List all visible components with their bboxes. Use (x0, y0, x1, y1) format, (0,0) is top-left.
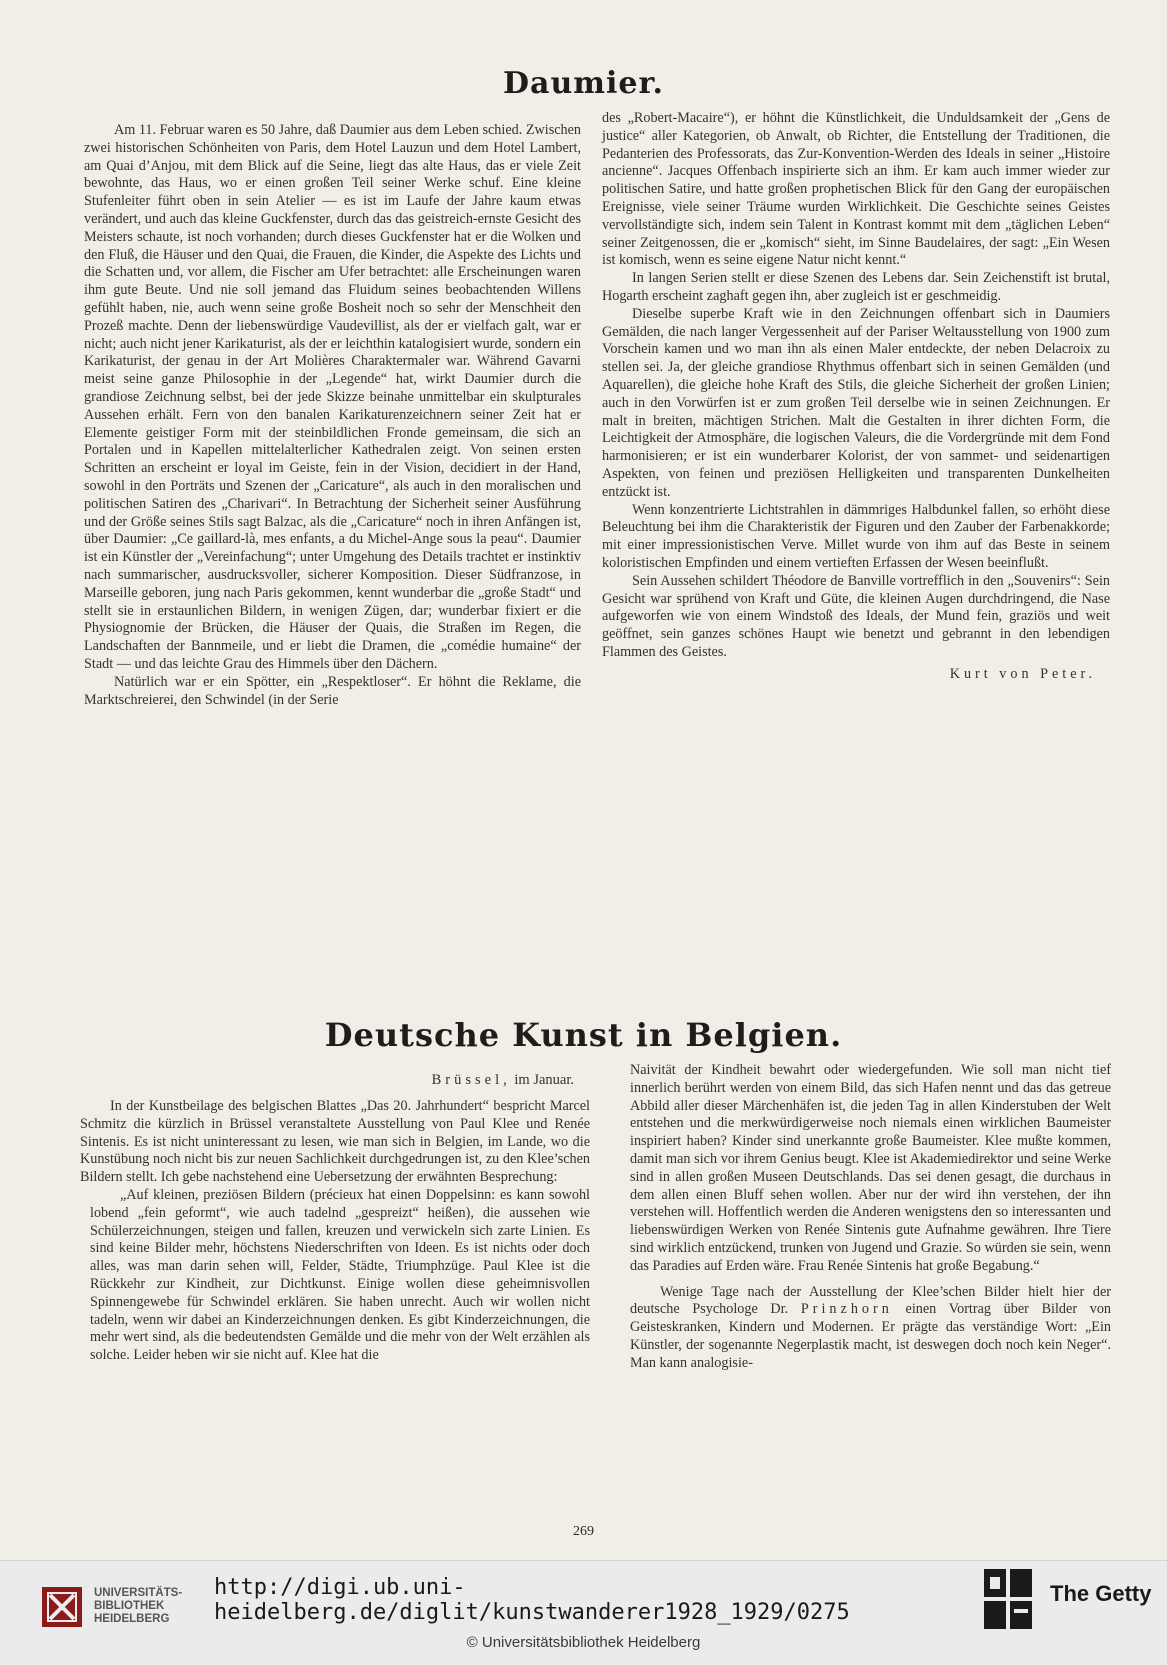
library-name-line: BIBLIOTHEK (94, 1600, 165, 1612)
paragraph: In langen Serien stellt er diese Szenen des Lebens dar. Sein Zeichenstift ist brutal, Hogarth erscheint zaghaft gegen ihn, aber zugleich ist er geschmeidig. (602, 270, 1110, 304)
paragraph: Am 11. Februar waren es 50 Jahre, daß Daumier aus dem Leben schied. Zwischen zwei historischen Schönheiten von Paris, dem Hotel Lauzun und dem Hotel Lambert, am Quai d’Anjou, mit dem Blick auf die Seine, liegt das alte Haus, das er viele Zeit bewohnte, das Haus, wo er einen großen Teil seiner Werke schuf. Eine kleine Stufenleiter führt oben in sein Atelier — es ist im Laufe der Jahre kaum etwas verändert, und auch das kleine Guckfenster, durch das das geistreich-ernste Gesicht des Meisters schaute, ist noch vorhanden; durch dieses Guckfenster hat er die Wolken und den Fluß, die Häuser und den Quai, die Frauen, die Kinder, die Aspekte des Lichts und die Schatten und, vor allem, die Fischer am Ufer betrachtet: alle Erscheinungen waren ihm gute Beute. Und nie soll jemand das Fluidum seines beobachtenden Willens gefühlt haben, nie, auch wenn seine große Bosheit noch so sehr der Menschheit den Prozeß machte. Denn der liebenswürdige Vaudevillist, als der er vielfach galt, war er nicht; auch nicht jener Karikaturist, als der er leichthin katalogisiert wurde, sondern ein Karikaturist, der genau in der Art Molières Charaktermaler war. Während Gavarni meist seine ganze Philosophie in der „Legende“ hat, wirkt Daumier durch die grandiose Zeichnung selbst, bei der jede Skizze beinahe unmittelbar ein skulpturales Aussehen erhält. Fern von den banalen Karikaturenzeichnern seiner Zeit hat er Elemente geistiger Form mit der steinbildlichen Fronde gemeinsam, die sich an Portalen und in Kapellen mittelalterlicher Kathedralen zeigt. Von seinen ersten Schritten an erscheint er loyal im Geiste, fein in der Vision, decidiert in der Hand, sowohl in den Porträts und Szenen der „Caricature“, als auch in den moralischen und politischen Satiren des „Charivari“. In Betrachtung der Sicherheit seiner Ausführung und der Größe seines Stils sagt Balzac, als die „Caricature“ noch in ihren Anfängen ist, über Daumier: „Ce gaillard-là, mes enfants, a du Michel-Ange sous la peau“. Daumier ist ein Künstler der „Vereinfachung“; unter Umgehung des Details trachtet er instinktiv nach summarischer, ausdrucksvoller, sicherer Komposition. Dieser Südfranzose, in Marseille geboren, jung nach Paris gekommen, kennt wunderbar die „große Stadt“ und stellt sie in erstaunlichen Bildern, in wenigen Zügen, dar; wunderbar fixiert er die Physiognomie der Brücken, die Häuser der Quais, die Straßen im Regen, die Landschaften der Bannmeile, und er liebt die Dramen, die „comédie humaine“ der Stadt — und das leichte Grau des Himmels über den Dächern. (84, 122, 581, 672)
author-signature: Kurt von Peter. (949, 665, 1096, 682)
dateline-month: im Januar. (514, 1072, 574, 1088)
library-name (94, 1587, 182, 1626)
article-title-daumier: Daumier. (503, 66, 664, 101)
library-name-line: HEIDELBERG (94, 1613, 170, 1625)
getty-wordmark: The Getty (1050, 1581, 1152, 1606)
permalink-url[interactable]: http://digi.ub.uni-heidelberg.de/diglit/kunstwanderer1928_1929/0275 (214, 1575, 850, 1625)
paragraph: Sein Aussehen schildert Théodore de Banville vortrefflich in den „Souvenirs“: Sein Gesicht war sprühend von Kraft und Güte, die kleinen Augen durchdringend, die Nase aufgeworfen wie von einem Windstoß des Ideals, der Mund fein, graziös und weit geöffnet, sein ganzes schönes Haupt wie benetzt und gebrannt in den lebendigen Flammen des Geistes. (602, 572, 1110, 660)
paragraph (630, 1284, 1111, 1373)
dateline (300, 1072, 574, 1089)
paragraph: des „Robert-Macaire“), er höhnt die Künstlichkeit, die Unduldsamkeit der „Gens de justice“ aller Kategorien, ob Anwalt, ob Richter, die Entstellung der Traditionen, die Pedanterien des Professorats, das Zur-Konvention-Werden des Ideals in seiner „Histoire ancienne“. Jacques Offenbach inspirierte sich an ihm. Er kam auch immer wieder zur politischen Satire, und hatte großen prophetischen Blick für den Gang der europäischen Ereignisse, viele seiner Träume wurden Wirklichkeit. Die Geschichte seines Geistes vervollständigte sich, indem sein Talent in Kontrast kommt mit dem „täglichen Leben“ seiner Zeitgenossen, die er „komisch“ sieht, im Sinne Baudelaires, der sagt: „Ein Wesen ist komisch, wenn es seine eigene Natur nicht kennt.“ (602, 110, 1110, 269)
paragraph: Natürlich war er ein Spötter, ein „Respektloser“. Er höhnt die Reklame, die Marktschreierei, den Schwindel (in der Serie (84, 673, 581, 708)
page-number: 269 (573, 1524, 594, 1539)
dateline-city: Brüssel, (431, 1072, 511, 1088)
person-name: Prinzhorn (800, 1301, 893, 1318)
paragraph-end: einen Vortrag über Bilder von Geisteskranken, Kindern und Modernen. Er prägte das verständige Wort: „Ein Künstler, der sogenannte Negerplastik macht, ist deswegen doch noch kein Neger“. Man kann analogisie- (630, 1301, 1112, 1371)
article2-left-column (80, 1098, 590, 1365)
article2-right-column (630, 1062, 1111, 1373)
paragraph: Dieselbe superbe Kraft wie in den Zeichnungen offenbart sich in Daumiers Gemälden, die nach langer Vergessenheit auf der Pariser Weltausstellung von 1900 zum Vorschein kamen und wo man ihn als einen Maler entdeckte, der neben Delacroix zu stellen sei. Ja, der gleiche grandiose Rhythmus offenbart sich in seinen Gemälden (und Aquarellen), die gleiche hohe Kraft des Stils, die gleiche Sicherheit der großen Linien; auch in den Vorwürfen ist er zum großen Teil derselbe wie in seinen Zeichnungen. Er malt in breiten, mächtigen Strichen. Malt die Gestalten in ihrer dichten Form, die Leichtigkeit der Atmosphäre, die logischen Valeurs, die die Vordergründe mit dem Fond harmonisieren; er ist ein wunderbarer Kolorist, der von sammet- und seidenartigen Aspekten, von feinen und preziösen Helligkeiten und transparenten Dunkelheiten entzückt ist. (602, 305, 1110, 500)
library-name-line: UNIVERSITÄTS- (94, 1587, 183, 1599)
paragraph-start: Wenige Tage nach der Ausstellung der Klee’schen Bilder hielt hier der deutsche Psychologe Dr. (630, 1283, 1111, 1318)
getty-logo-icon (984, 1569, 1034, 1629)
article-title-deutsche-kunst: Deutsche Kunst in Belgien. (324, 1016, 843, 1054)
paragraph: In der Kunstbeilage des belgischen Blattes „Das 20. Jahrhundert“ bespricht Marcel Schmitz die kürzlich in Brüssel veranstaltete Ausstellung von Paul Klee und Renée Sintenis. Es ist nicht uninteressant zu lesen, wie man sich in Belgien, im Lande, wo die Kunstübung noch nicht bis zur neuen Sachlichkeit durchgedrungen ist, zu den Klee’schen Bildern stellt. Ich gebe nachstehend eine Uebersetzung der erwähnten Besprechung: (80, 1098, 590, 1186)
article1-right-column (602, 110, 1110, 684)
article1-left-column (84, 122, 581, 709)
copyright-notice: © Universitätsbibliothek Heidelberg (466, 1634, 701, 1651)
paragraph: Naivität der Kindheit bewahrt oder wiedergefunden. Wie soll man nicht tief innerlich berührt werden von einem Bild, das sich Hafen nennt und das das getreue Abbild aller dieser Märchenhäfen ist, die jeden Tag in allen Kinderstuben der Welt entstehen und die merkwürdigerweise noch niemals einen wirklichen Baumeister inspiriert haben? Kinder sind unerkannte große Baumeister. Klee mußte kommen, damit man sich vor ihrem Genius beugt. Klee ist Akademiedirektor und seine Werke sind in allen großen Museen Deutschlands. Das sei denen gesagt, die durchaus in dem allen einen Bluff sehen wollen. Aber nur der wird ihn verstehen, der ihn verstehen will. Hoffentlich werden die Anderen wenigstens den so interessanten und liebenswürdigen Werken von Renée Sintenis gute Aufnahme gewähren. Ihre Tiere sind wirklich entzückend, trunken von Jugend und Grazie. So würden sie sein, wenn das Paradies auf Erden wäre. Frau Renée Sintenis hat große Begabung.“ (630, 1062, 1111, 1274)
quoted-paragraph: „Auf kleinen, preziösen Bildern (précieux hat einen Doppelsinn: es kann sowohl lobend „fein geformt“, wie auch tadelnd „gespreizt“ heißen), die aussehen wie Schülerzeichnungen, steigen und fallen, kreuzen und verwickeln sich zarte Linien. Es sind keine Bilder mehr, höchstens Niederschriften von Ideen. Es ist nichts oder doch alles, was man darin sehen will, Felder, Städte, Triumphzüge. Paul Klee ist die Rückkehr zur Kindheit, zur Dichtkunst. Einige wollen diese geheimnisvollen Spinnengewebe für Schwindel erklären. Sie haben unrecht. Auch wir wollen nicht tadeln, wenn wir dabei an Kinderzeichnungen denken. Es gibt Kinderzeichnungen, die mehr wert sind, als die bedeutendsten Gemälde und die mehr von der Welt erzählen als solche. Leider heben wir sie nicht auf. Klee hat die (90, 1186, 590, 1364)
digitization-footer (0, 1560, 1167, 1665)
paragraph: Wenn konzentrierte Lichtstrahlen in dämmriges Halbdunkel fallen, so erhöht diese Beleuchtung bei ihm die Charakteristik der Figuren und den Zauber der Farbenakkorde; mit einer impressionistischen Verve. Millet wurde von ihm auf das Beste in seinem koloristischen Empfinden und einem vertieften Erfassen der Wesen beeinflußt. (602, 501, 1110, 571)
